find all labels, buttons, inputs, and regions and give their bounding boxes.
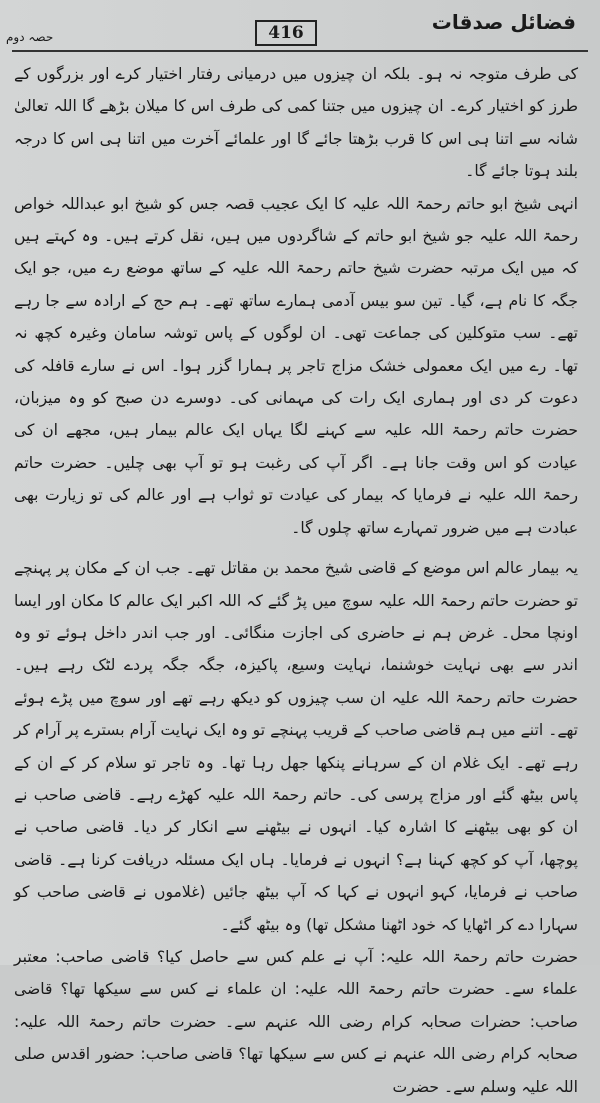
paragraph-intro: کی طرف متوجہ نہ ہو۔ بلکہ ان چیزوں میں درمیانی رفتار اختیار کرے اور بزرگوں کے طرز کو اختیار کرے۔ ان چیزوں میں جتنا کمی کی طرف اس کا میلان بڑھے گا اللہ تعالیٰ شانہ سے اتنا ہی اس کا قرب بڑھتا جائے گا اور علمائے آخرت میں اتنا ہی اس کا درجہ بلند ہوتا جائے گا۔ — [14, 65, 578, 181]
page-body — [14, 58, 578, 1096]
header-divider — [12, 50, 588, 52]
paragraph-story: انہی شیخ ابو حاتم رحمۃ اللہ علیہ کا ایک عجیب قصہ جس کو شیخ ابو عبداللہ خواص رحمۃ اللہ علیہ جو شیخ ابو حاتم کے شاگردوں میں ہیں، نقل کرتے ہیں۔ وہ کہتے ہیں کہ میں ایک مرتبہ حضرت شیخ حاتم رحمۃ اللہ علیہ کے ساتھ موضع رے میں، جو ایک جگہ کا نام ہے، گیا۔ تین سو بیس آدمی ہمارے ساتھ تھے۔ ہم حج کے ارادہ سے جا رہے تھے۔ سب متوکلین کی جماعت تھی۔ ان لوگوں کے پاس توشہ سامان وغیرہ کچھ نہ تھا۔ رے میں ایک معمولی خشک مزاج تاجر پر ہمارا گزر ہوا۔ اس نے سارے قافلہ کی دعوت کر دی اور ہماری ایک رات کی مہمانی کی۔ دوسرے دن صبح کو وہ میزبان، حضرت حاتم رحمۃ اللہ علیہ سے کہنے لگا یہاں ایک عالم بیمار ہیں، مجھے ان کی عیادت کو اس وقت جانا ہے۔ اگر آپ کی رغبت ہو تو آپ بھی چلیں۔ حضرت حاتم رحمۃ اللہ علیہ نے فرمایا کہ بیمار کی عیادت تو ثواب ہے اور عالم کی تو زیارت بھی عبادت ہے میں ضرور تمہارے ساتھ چلوں گا۔ — [14, 194, 578, 537]
paragraph-dialogue: حضرت حاتم رحمۃ اللہ علیہ: آپ نے علم کس سے حاصل کیا؟ قاضی صاحب: معتبر علماء سے۔ حضرت حاتم رحمۃ اللہ علیہ: ان علماء نے کس سے سیکھا تھا؟ قاضی صاحب: حضرات صحابہ کرام رضی اللہ عنہم سے۔ حضرت حاتم رحمۃ اللہ علیہ: صحابہ کرام رضی اللہ عنہم نے کس سے سیکھا تھا؟ قاضی صاحب: حضور اقدس صلی اللہ علیہ وسلم سے۔ حضرت — [14, 947, 578, 1096]
book-title: فضائل صدقات — [431, 10, 576, 34]
paragraph-qazi-house: یہ بیمار عالم اس موضع کے قاضی شیخ محمد بن مقاتل تھے۔ جب ان کے مکان پر پہنچے تو حضرت حاتم رحمۃ اللہ علیہ سوچ میں پڑ گئے کہ اللہ اکبر ایک عالم کا مکان اور ایسا اونچا محل۔ غرض ہم نے حاضری کی اجازت منگائی۔ اور جب اندر داخل ہوئے تو وہ اندر سے بھی نہایت خوشنما، نہایت وسیع، پاکیزہ، جگہ جگہ پردے لٹک رہے ہیں۔ حضرت حاتم رحمۃ اللہ علیہ ان سب چیزوں کو دیکھ رہے تھے اور سوچ میں پڑے ہوئے تھے۔ اتنے میں ہم قاضی صاحب کے قریب پہنچے تو وہ ایک نہایت آرام بسترے پر آرام کر رہے تھے۔ ایک غلام ان کے سرہانے پنکھا جھل رہا تھا۔ وہ تاجر تو سلام کر کے ان کے پاس بیٹھ گئے اور مزاج پرسی کی۔ حاتم رحمۃ اللہ علیہ کھڑے رہے۔ قاضی صاحب نے ان کو بھی بیٹھنے کا اشارہ کیا۔ انہوں نے بیٹھنے سے انکار کر دیا۔ قاضی صاحب نے پوچھا، آپ کو کچھ کہنا ہے؟ انہوں نے فرمایا۔ ہاں ایک مسئلہ دریافت کرنا ہے۔ قاضی صاحب نے فرمایا، کہو انہوں نے کہا کہ آپ بیٹھ جائیں (غلاموں نے قاضی صاحب کو سہارا دے کر اٹھایا کہ خود اٹھنا مشکل تھا) وہ بیٹھ گئے۔ — [14, 559, 578, 934]
page-header — [0, 0, 600, 48]
part-label: حصہ دوم — [6, 30, 54, 44]
page-number: 416 — [255, 20, 317, 46]
